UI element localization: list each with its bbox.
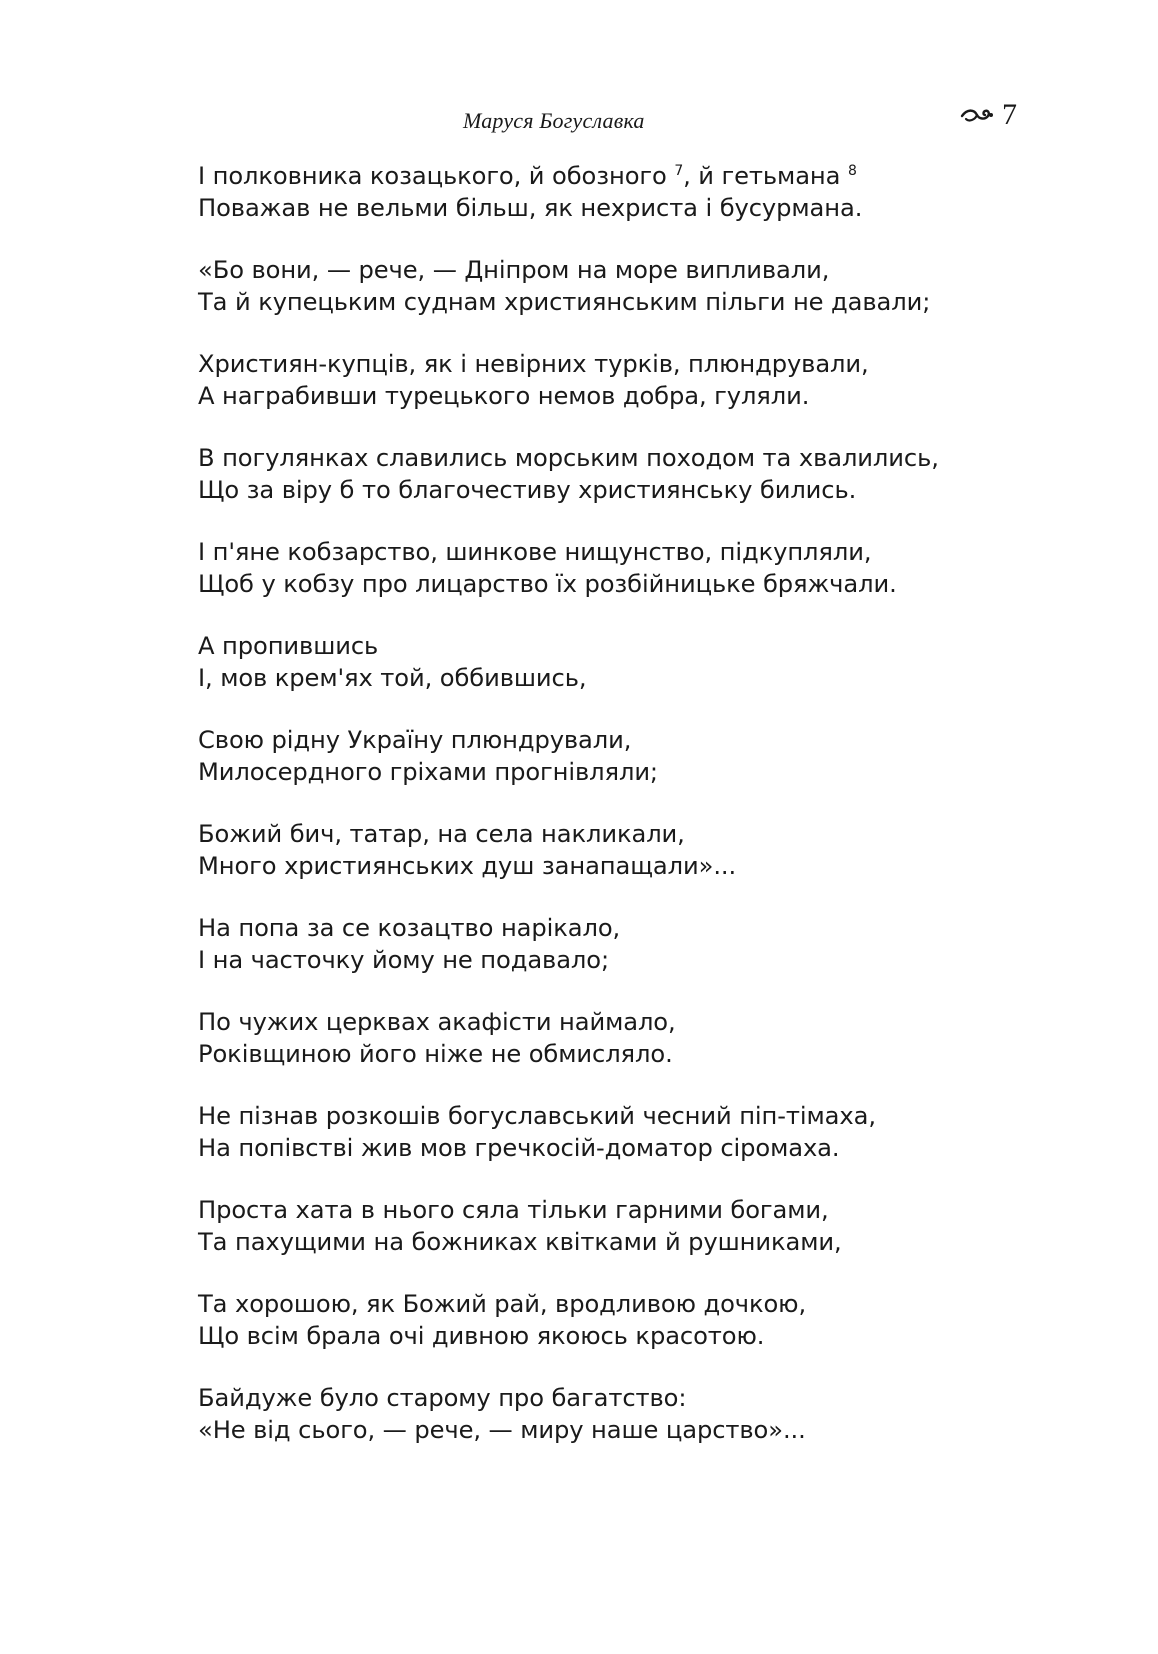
poem-line [198, 1038, 1018, 1070]
poem-line [198, 756, 1018, 788]
stanza [198, 160, 1018, 224]
poem-body [198, 160, 1018, 1476]
line-text: На попівстві жив мов гречкосій-доматор сіромаха. [198, 1134, 840, 1162]
stanza [198, 536, 1018, 600]
line-text: Та й купецьким суднам християнським пільги не давали; [198, 288, 931, 316]
line-text: , й гетьмана [683, 162, 848, 190]
poem-line [198, 348, 1018, 380]
line-text: По чужих церквах акафісти наймало, [198, 1008, 676, 1036]
line-text: Милосердного гріхами прогнівляли; [198, 758, 658, 786]
stanza [198, 724, 1018, 788]
poem-line [198, 662, 1018, 694]
footnote-marker: 8 [847, 163, 857, 179]
poem-line [198, 254, 1018, 286]
poem-line [198, 1100, 1018, 1132]
poem-line [198, 1320, 1018, 1352]
stanza [198, 1006, 1018, 1070]
line-text: «Бо вони, — рече, — Дніпром на море випливали, [198, 256, 830, 284]
poem-line [198, 850, 1018, 882]
poem-line [198, 912, 1018, 944]
line-text: Християн-купців, як і невірних турків, плюндрували, [198, 350, 869, 378]
poem-line [198, 1006, 1018, 1038]
book-title: Маруся Богуславка [463, 108, 645, 133]
line-text: І, мов крем'ях той, оббившись, [198, 664, 587, 692]
line-text: Поважав не вельми більш, як нехриста і бусурмана. [198, 194, 863, 222]
line-text: В погулянках славились морським походом та хвалились, [198, 444, 939, 472]
line-text: Свою рідну Україну плюндрували, [198, 726, 632, 754]
line-text: І полковника козацького, й обозного [198, 162, 675, 190]
stanza [198, 1100, 1018, 1164]
page-number: 7 [1002, 98, 1017, 131]
poem-line [198, 536, 1018, 568]
running-head [0, 100, 1158, 140]
line-text: Божий бич, татар, на села накликали, [198, 820, 685, 848]
stanza [198, 442, 1018, 506]
line-text: Щоб у кобзу про лицарство їх розбійницьке бряжчали. [198, 570, 897, 598]
line-text: І п'яне кобзарство, шинкове нищунство, підкупляли, [198, 538, 872, 566]
poem-line [198, 1194, 1018, 1226]
stanza [198, 818, 1018, 882]
poem-line [198, 1382, 1018, 1414]
line-text: На попа за се козацтво нарікало, [198, 914, 621, 942]
poem-line [198, 442, 1018, 474]
line-text: І на часточку йому не подавало; [198, 946, 610, 974]
line-text: Байдуже було старому про багатство: [198, 1384, 687, 1412]
poem-line [198, 1226, 1018, 1258]
poem-line [198, 1288, 1018, 1320]
stanza [198, 254, 1018, 318]
stanza [198, 348, 1018, 412]
poem-line [198, 944, 1018, 976]
line-text: «Не від сього, — рече, — миру наше царство»... [198, 1416, 806, 1444]
line-text: Роківщиною його ніже не обмисляло. [198, 1040, 673, 1068]
stanza [198, 1288, 1018, 1352]
line-text: А награбивши турецького немов добра, гуляли. [198, 382, 810, 410]
stanza [198, 1382, 1018, 1446]
page-number-block [960, 100, 1017, 130]
poem-line [198, 160, 1018, 192]
poem-line [198, 1414, 1018, 1446]
line-text: Та пахущими на божниках квітками й рушниками, [198, 1228, 842, 1256]
poem-line [198, 380, 1018, 412]
line-text: Що за віру б то благочестиву християнську бились. [198, 476, 857, 504]
line-text: Проста хата в нього сяла тільки гарними богами, [198, 1196, 829, 1224]
poem-line [198, 568, 1018, 600]
line-text: Много християнських душ занапащали»... [198, 852, 737, 880]
poem-line [198, 630, 1018, 662]
poem-line [198, 1132, 1018, 1164]
poem-line [198, 724, 1018, 756]
line-text: Що всім брала очі дивною якоюсь красотою. [198, 1322, 765, 1350]
footnote-marker: 7 [674, 163, 684, 179]
poem-line [198, 818, 1018, 850]
poem-line [198, 192, 1018, 224]
line-text: Та хорошою, як Божий рай, вродливою дочкою, [198, 1290, 807, 1318]
stanza [198, 912, 1018, 976]
poem-line [198, 474, 1018, 506]
fleuron-icon [960, 105, 994, 125]
poem-line [198, 286, 1018, 318]
line-text: А пропившись [198, 632, 379, 660]
stanza [198, 630, 1018, 694]
stanza [198, 1194, 1018, 1258]
line-text: Не пізнав розкошів богуславський чесний піп-тімаха, [198, 1102, 876, 1130]
